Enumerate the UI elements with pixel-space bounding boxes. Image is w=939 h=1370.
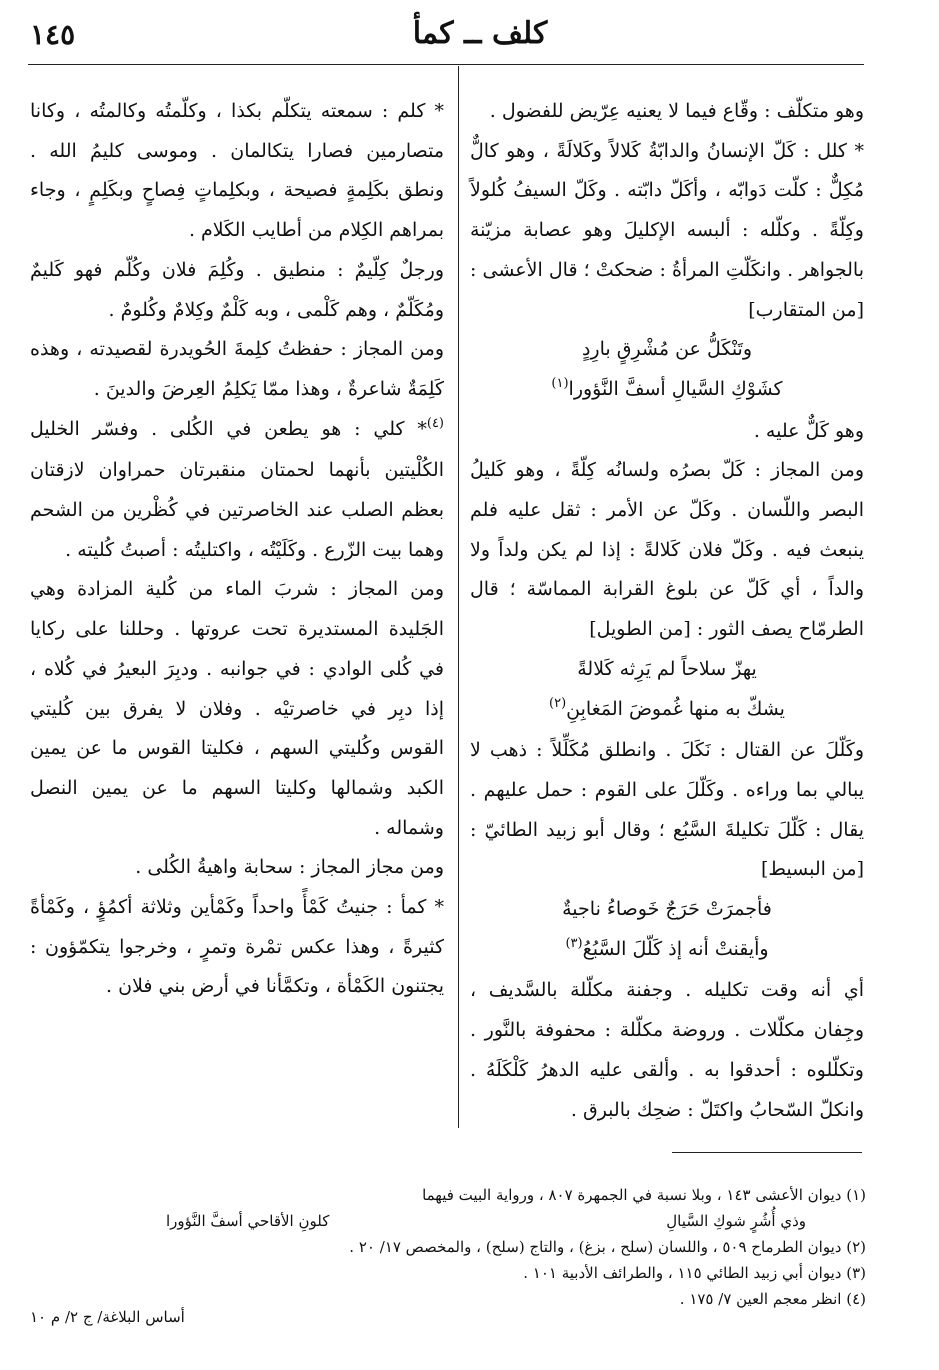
footnote-divider: [672, 1152, 862, 1153]
page-number: ١٤٥: [30, 18, 76, 51]
entry-kma: * كمأ : جنيتُ كَمْأً واحداً وكَمْأين وثلاثة أكمُؤٍ ، وكَمْأةً كثيرةً ، وهذا عكس تمْرة وتمرٍ ، وخرجوا يتكمّؤون : يجتنون الكَمْأة ، وتكمَّأنا في أرض بني فلان .: [30, 896, 444, 998]
footnote: (٣) ديوان أبي زبيد الطائي ١١٥ ، والطرائف الأدبية ١٠١ .: [523, 1264, 866, 1282]
entry-kll: * كلل : كَلّ الإنسانُ والدابّةُ كَلالاً وكَلالَةً ، وهو كالٌّ مُكِلٌّ : كلّت دَوابّه ، وأكَلّ دابّته . وكَلّ السيفُ كُلولاً وكِلّةً . وكلّله : ألبسه الإكليلَ وهو عصابة مزيّنة بالجواهر . وانكَلّتِ المرأةُ : ضحكتْ ؛ قال الأعشى : [من المتقارب]: [470, 139, 864, 321]
paragraph-majaz: ومن المجاز : حفظتُ كلِمةَ الحُويدرة لقصيدته ، وهذه كَلِمَةٌ شاعرةٌ ، وهذا ممّا يَكلِمُ العِرضَ والدينَ .: [30, 338, 444, 400]
footnote-marker: (٢): [549, 695, 567, 711]
verse-line: كشَوْكِ السَّيالِ أسفَّ النَّؤورا$^{(١)}$: [551, 375, 783, 400]
verse-line: فأجمرَتْ حَرَجٌ خَوصاءُ ناجيةٌ: [562, 898, 772, 921]
verse-line: وتَنْكَلُّ عن مُشْرِقٍ بارِدٍ: [581, 338, 753, 361]
verse-hemistich: وذي أُشُرٍ شوكِ السَّيالِ: [666, 1212, 806, 1230]
paragraph: وهو متكلّف : وقّاع فيما لا يعنيه عِرّيض للفضول .: [489, 100, 864, 122]
footnote: (٤) انظر معجم العين ٧/ ١٧٥ .: [679, 1290, 866, 1308]
column-divider: [458, 66, 459, 1128]
header-divider: [28, 64, 864, 65]
footnote: (٢) ديوان الطرماح ٥٠٩ ، واللسان (سلح ، بزغ) ، والتاج (سلح) ، والمخصص ١٧/ ٢٠ .: [349, 1238, 866, 1256]
running-title: كلف ــ كمأ: [412, 16, 548, 51]
footnote-verse: [166, 1208, 806, 1234]
page-header: [30, 14, 870, 58]
verse-hemistich: كلونِ الأقاحي أسفَّ النَّؤورا: [166, 1212, 330, 1230]
verse-line: يهزّ سلاحاً لم يَرِثه كَلالةً: [577, 657, 757, 680]
verse-line: وأيقنتْ أنه إذ كَلّلَ السَّبُعُ$^{(٣)}$: [565, 935, 769, 960]
paragraph: وهو كَلٌّ عليه .: [753, 419, 864, 442]
footnotes: [30, 1182, 866, 1312]
paragraph-majaz: ومن المجاز : شربَ الماء من كُلية المزادة وهي الجَليدة المستديرة تحت عروتها . وحللنا على ركايا في كُلى الوادي : في جوانبه . ودبِرَ البعيرُ في كُلاه ، إذا دبِر في خاصرتيْه . وفلان لا يفرق بين كُليتي القوس وكُليتي السهم ، فكليتا القوس ما عن يمين الكبد وشمالها وكليتا السهم ما عن يمين النصل وشماله .: [30, 578, 444, 839]
paragraph: ورجلٌ كِلّيمٌ : منطيق . وكُلِمَ فلان وكُلّم فهو كَليمٌ ومُكَلّمٌ ، وهم كَلْمى ، وبه كَلْمٌ وكِلامٌ وكُلومٌ .: [30, 258, 444, 321]
left-column: [30, 92, 444, 1007]
entry-kly: $^{(٤)}$* كلي : هو يطعن في الكُلى . وفسّر الخليل الكُلْيتين بأنهما لحمتان منقبرتان حمراوان لازقتان بعظم الصلب عند الخاصرتين في كُظْرين من الشحم وهما بيت الزّرع . وكَلَيْتُه ، واكتليتُه : أصبتُ كُليته .: [30, 415, 444, 561]
paragraph: ومن مجاز المجاز : سحابة واهيةُ الكُلى .: [135, 856, 444, 879]
paragraph: أي أنه وقت تكليله . وجفنة مكلّلة بالسَّديف ، وجِفان مكلّلات . وروضة مكلّلة : محفوفة بالنَّور . وتكلّلوه : أحدقوا به . وألقى عليه الدهرُ كَلْكَلَهُ . وانكلّ السّحابُ واكتَلّ : ضحِك بالبرق .: [470, 979, 864, 1121]
footnote-marker: (٤): [426, 415, 444, 431]
verse-line: يشكّ به منها غُموضَ المَغابِنِ$^{(٢)}$: [549, 695, 785, 720]
book-reference: أساس البلاغة/ ج ٢/ م ١٠: [30, 1308, 185, 1326]
footnote-marker: (٣): [565, 935, 583, 951]
paragraph-majaz: ومن المجاز : كَلّ بصرُه ولسانُه كِلّةً ، وهو كَليلُ البصر واللّسان . وكَلّ عن الأمر : ثقل عليه فلم ينبعث فيه . وكَلّ فلان كَلالةً : إذا لم يكن ولداً ولا والداً ، أي كَلّ عن بلوغ القرابة المماسّة ؛ قال الطرمّاح يصف الثور : [من الطويل]: [470, 459, 864, 641]
footnote-marker: (١): [551, 375, 569, 391]
right-column: [470, 92, 864, 1130]
footnote: (١) ديوان الأعشى ١٤٣ ، وبلا نسبة في الجمهرة ٨٠٧ ، ورواية البيت فيهما: [422, 1186, 866, 1204]
paragraph: وكَلّلَ عن القتال : نَكَلَ . وانطلق مُكَلِّلاً : ذهب لا يبالي بما وراءه . وكَلّلَ على القوم : حمل عليهم . يقال : كَلّلَ تكليلةَ السَّبُع ؛ وقال أبو زبيد الطائيّ : [من البسيط]: [470, 739, 864, 881]
entry-klm: * كلم : سمعته يتكلّم بكذا ، وكلّمتُه وكالمتُه ، وكانا متصارمين فصارا يتكالمان . وموسى كليمُ الله . ونطق بكَلِمةٍ فصيحة ، وبكلِماتٍ فِصاحٍ وبكَلِمٍ ، وجاء بمراهم الكِلام من أطايب الكَلام .: [30, 100, 444, 242]
